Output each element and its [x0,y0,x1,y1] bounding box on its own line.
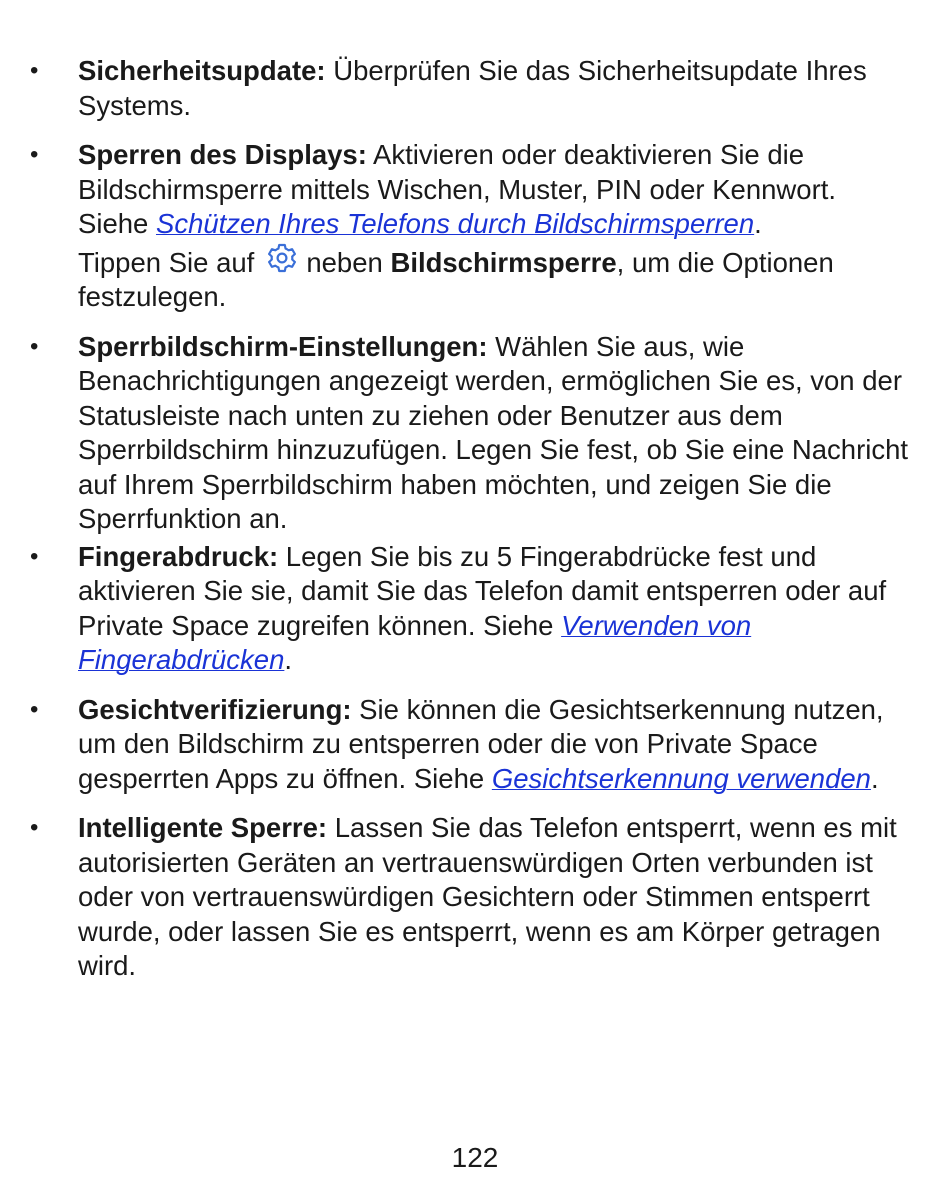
item-title: Intelligente Sperre: [78,812,328,843]
list-item-fingerprint [0,540,950,678]
bullet: • [30,141,39,168]
note-bold-term: Bildschirmsperre [390,246,617,278]
item-text: Wählen Sie aus, wie Benachrichtigungen angezeigt werden, ermöglichen Sie es, von der Statusleiste nach unten zu ziehen oder Benutzer aus dem Sperrbildschirm hinzuzufügen. Legen Sie fest, ob Sie eine Nachricht auf Ihrem Sperrbildschirm haben möchten, und zeigen Sie die Sperrfunktion an. [78,330,909,534]
item-text-end: . [284,644,293,675]
list-item-security-update [0,54,950,123]
bullet: • [30,332,39,360]
item-text: Legen Sie bis zu 5 Fingerabdrücke fest und aktivieren Sie sie, damit Sie das Telefon damit entsperren oder auf Private Space zugreifen können. Siehe [78,540,887,641]
note-text-end: , um die Optionen festzulegen. [78,246,834,312]
note-text: Tippen Sie auf [78,246,255,278]
note-text: neben [306,246,391,278]
page-content [0,54,950,999]
bullet: • [30,695,39,723]
item-title: Sicherheitsupdate: [78,55,326,86]
item-text-end: . [870,762,879,794]
item-title: Fingerabdruck: [78,540,279,572]
list-item-face-verification [0,693,950,797]
bullet: • [30,57,39,84]
list-item-smart-lock [0,811,950,984]
link-using-fingerprints[interactable]: Verwenden von Fingerabdrücken [78,609,752,675]
item-title: Sperrbildschirm-Einstellungen: [78,330,488,362]
item-title: Sperren des Displays: [78,139,367,170]
item-text: Lassen Sie das Telefon entsperrt, wenn es mit autorisierten Geräten an vertrauenswürdigen Orten verbunden ist oder von vertrauenswürdigen Gesichtern oder Stimmen entsperrt wurde, oder lassen Sie es entsperrt, wenn es am Körper getragen wird. [78,812,897,981]
item-text: Aktivieren oder deaktivieren Sie die Bildschirmsperre mittels Wischen, Muster, PIN oder Kennwort. Siehe [78,139,837,239]
item-title: Gesichtverifizierung: [78,693,352,725]
list-item-lockscreen-settings [0,330,950,537]
link-screen-lock-protection[interactable]: Schützen Ihres Telefons durch Bildschirmsperren [155,208,755,239]
item-text-end: . [754,208,762,239]
bullet: • [30,542,39,570]
page-number: 122 [451,1142,499,1173]
bullet: • [30,814,39,841]
screen-lock-note [0,242,950,315]
link-face-recognition[interactable]: Gesichtserkennung verwenden [491,762,871,794]
list-item-screen-lock [0,138,950,242]
gear-icon[interactable] [264,242,300,274]
item-text: Überprüfen Sie das Sicherheitsupdate Ihres Systems. [78,55,867,121]
item-text: Sie können die Gesichtserkennung nutzen, um den Bildschirm zu entsperren oder die von Private Space gesperrten Apps zu öffnen. Siehe [78,693,884,794]
